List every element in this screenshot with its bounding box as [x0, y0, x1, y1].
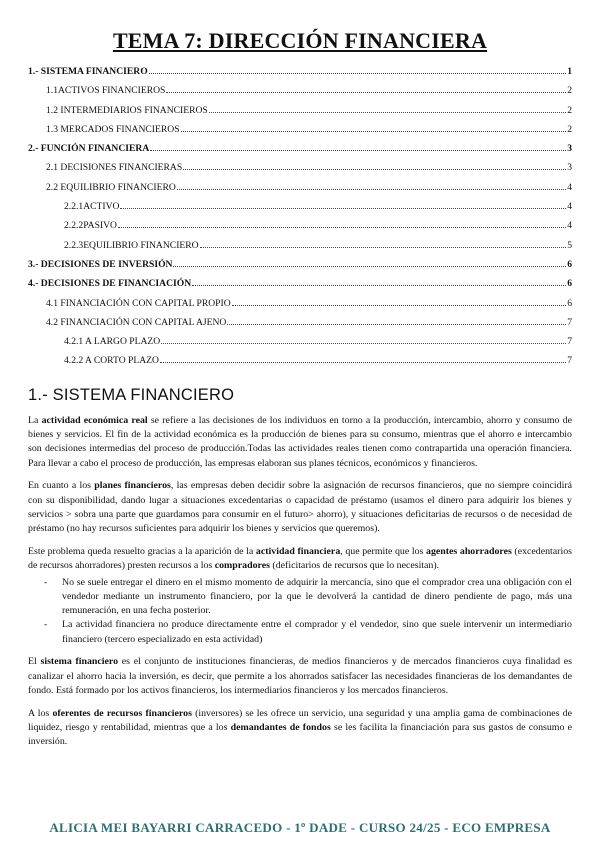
bullet-list [28, 576, 572, 647]
toc-entry[interactable] [28, 317, 572, 336]
toc-leader-dots [183, 169, 566, 170]
toc-entry-page: 2 [567, 104, 572, 116]
toc-leader-dots [227, 324, 566, 325]
toc-leader-dots [200, 247, 567, 248]
toc-entry[interactable] [28, 143, 572, 162]
toc-entry-page: 6 [567, 278, 572, 290]
toc-leader-dots [166, 92, 566, 93]
list-item: - La actividad financiera no produce directamente entre el comprador y el vendedor, sino que suele intervenir un intermediario financiero (tercero especializado en esta actividad) [44, 619, 572, 645]
toc-entry[interactable] [28, 124, 572, 143]
toc-leader-dots [118, 227, 566, 228]
toc-entry-label: 4.- DECISIONES DE FINANCIACIÓN [28, 278, 192, 290]
toc-entry-page: 4 [567, 201, 572, 213]
toc-entry-page: 3 [567, 143, 572, 155]
list-item: - No se suele entregar el dinero en el mismo momento de adquirir la mercancía, sino que el comprador crea una obligación con el vendedor mediante un instrumento financiero, por la que le devolverá la cantidad de dinero pendiente de pago, más una remuneración, en una fecha posterior. [44, 576, 572, 617]
toc-entry-page: 2 [567, 85, 572, 97]
toc-leader-dots [150, 150, 566, 151]
toc-entry-label: 2.2 EQUILIBRIO FINANCIERO [46, 181, 176, 193]
toc-entry-page: 7 [567, 355, 572, 367]
toc-entry-label: 1.3 MERCADOS FINANCIEROS [46, 123, 180, 135]
section-heading: 1.- SISTEMA FINANCIERO [28, 386, 235, 404]
toc-entry-page: 6 [567, 297, 572, 309]
toc-leader-dots [209, 112, 566, 113]
paragraph-actividad-financiera: Este problema queda resuelto gracias a la aparición de la actividad financiera, que permite que los agentes ahorradores (excedentarios de recursos ahorradores) presten recursos a los compradores (deficitarios de recursos que lo necesitan). [28, 545, 572, 572]
toc-entry[interactable] [28, 298, 572, 317]
toc-entry-page: 6 [567, 258, 572, 270]
toc-entry-label: 3.- DECISIONES DE INVERSIÓN [28, 258, 173, 270]
toc-entry-label: 4.2.1 A LARGO PLAZO [64, 336, 161, 348]
toc-entry-label: 4.2.2 A CORTO PLAZO [64, 355, 159, 367]
toc-entry-label: 2.- FUNCIÓN FINANCIERA [28, 143, 150, 155]
toc-entry-label: 2.2.1ACTIVO [64, 201, 120, 213]
toc-entry[interactable] [28, 220, 572, 239]
paragraph-sistema-financiero: El sistema financiero es el conjunto de instituciones financieras, de medios financieros y de mercados financieros cuya finalidad es canalizar el ahorro hacia la inversión, es decir, que permite a los ahorrados satisfacer las necesidades financieras de los demandantes de fondo. Está formado por los activos financieros, los intermediarios financieros y los mercados financieros. [28, 656, 573, 696]
toc-entry[interactable] [28, 85, 572, 104]
toc-entry-label: 2.1 DECISIONES FINANCIERAS [46, 162, 183, 174]
table-of-contents [28, 66, 572, 375]
toc-leader-dots [173, 266, 566, 267]
toc-entry[interactable] [28, 105, 572, 124]
toc-entry[interactable] [28, 66, 572, 85]
toc-entry-page: 7 [567, 316, 572, 328]
toc-entry-label: 4.1 FINANCIACIÓN CON CAPITAL PROPIO [46, 297, 231, 309]
toc-entry-page: 2 [567, 123, 572, 135]
toc-entry-label: 2.2.2PASIVO [64, 220, 117, 232]
toc-entry[interactable] [28, 182, 572, 201]
toc-leader-dots [232, 305, 567, 306]
toc-entry[interactable] [28, 278, 572, 297]
toc-leader-dots [181, 131, 567, 132]
toc-entry[interactable] [28, 162, 572, 181]
toc-entry-label: 1.- SISTEMA FINANCIERO [28, 66, 148, 77]
toc-entry-label: 2.2.3EQUILIBRIO FINANCIERO [64, 239, 199, 251]
toc-entry-page: 4 [567, 220, 572, 232]
paragraph-oferentes: A los oferentes de recursos financieros (inversores) se les ofrece un servicio, una seguridad y una amplia gama de combinaciones de liquidez, riesgo y rentabilidad, mientras que a los demandantes de fondos se les facilita la financiación para sus gastos de consumo e inversión. [28, 707, 572, 748]
toc-entry-label: 4.2 FINANCIACIÓN CON CAPITAL AJENO [46, 316, 227, 328]
toc-entry[interactable] [28, 355, 572, 374]
toc-entry[interactable] [28, 336, 572, 355]
toc-entry-label: 1.2 INTERMEDIARIOS FINANCIEROS [46, 104, 208, 116]
toc-entry-page: 4 [567, 181, 572, 193]
toc-entry-label: 1.1ACTIVOS FINANCIEROS [46, 85, 166, 97]
toc-leader-dots [160, 362, 566, 363]
toc-entry-page: 5 [567, 239, 572, 251]
toc-entry-page: 1 [567, 66, 572, 77]
toc-leader-dots [177, 189, 566, 190]
document-title: TEMA 7: DIRECCIÓN FINANCIERA [112, 28, 488, 53]
body-text [28, 414, 572, 758]
toc-entry[interactable] [28, 259, 572, 278]
paragraph-planes-financieros: En cuanto a los planes financieros, las empresas deben decidir sobre la asignación de recursos financieros, que no siempre coincidirá con su disponibilidad, dando lugar a situaciones excedentarias o capacidad de préstamo (usamos el dinero para adquirir los bienes y servicios > sobra una parte que guardamos para consumir en el futuro> ahorro), y situaciones deficitarias de recursos o de necesidad de préstamo (no hay recursos suficientes para adquirir los bienes y servicios que queremos). [28, 480, 572, 535]
toc-entry-page: 7 [567, 336, 572, 348]
toc-leader-dots [120, 208, 566, 209]
toc-entry-page: 3 [567, 162, 572, 174]
paragraph-actividad-economica: La actividad económica real se refiere a las decisiones de los individuos en torno a la producción, intercambio, ahorro y consumo de bienes y servicios. El fin de la actividad económica es la producción de bienes para su consumo, mientras que el ahorro e intercambio son decisiones intermedias del proceso de producción.Todas las actividades reales tienen como contrapartida una operación financiera. Para llevar a cabo el proceso de producción, las empresas elaboran sus planes técnicos, económicos y financieros. [28, 415, 572, 469]
toc-entry[interactable] [28, 240, 572, 259]
toc-entry[interactable] [28, 201, 572, 220]
toc-leader-dots [192, 285, 566, 286]
page-footer: ALICIA MEI BAYARRI CARRACEDO - 1º DADE - CURSO 24/25 - ECO EMPRESA [49, 820, 551, 835]
toc-leader-dots [161, 343, 566, 344]
toc-leader-dots [149, 73, 567, 74]
